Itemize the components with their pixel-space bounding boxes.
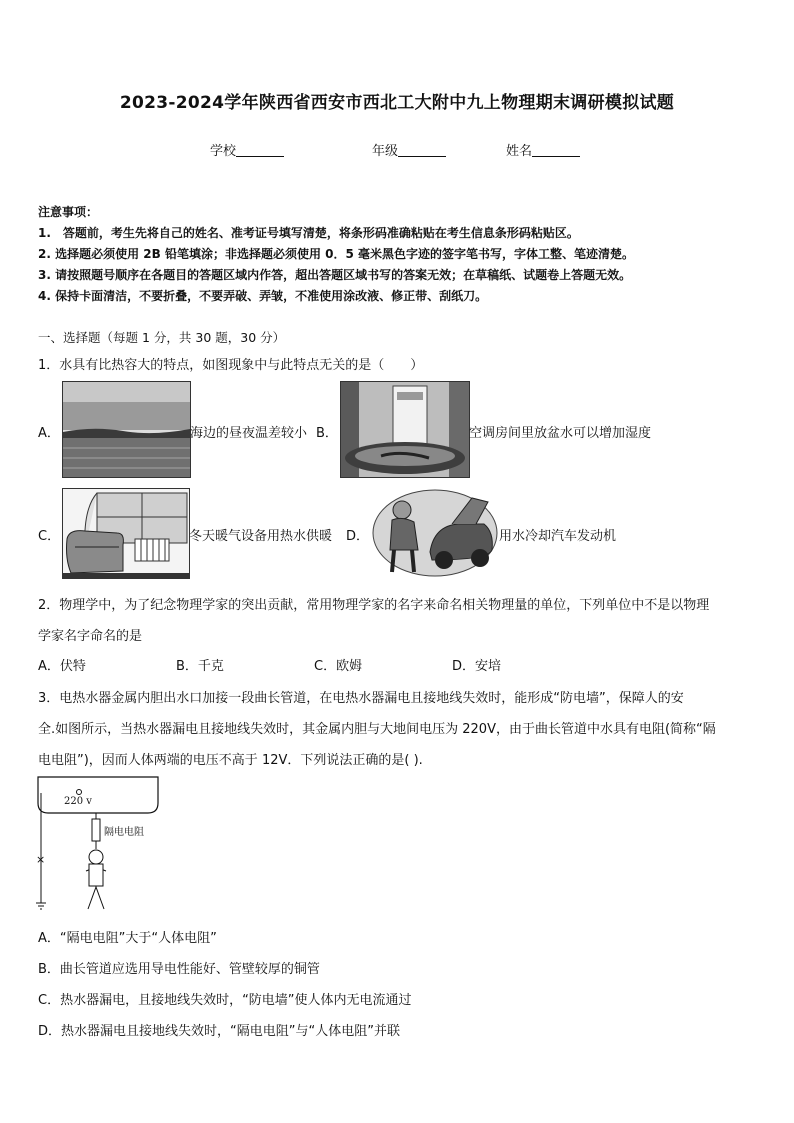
grade-label: 年级 <box>372 144 399 159</box>
question-3-stem: 全.如图所示，当热水器漏电且接地线失效时，其金属内胆与大地间电压为 220V，由于曲长管道中水具有电阻(简称“隔 <box>38 722 716 737</box>
q1-option-d-label[interactable]: D． <box>346 529 370 544</box>
radiator-room-sketch <box>62 488 190 579</box>
q1-option-b-label[interactable]: B． <box>316 426 338 441</box>
question-2-stem: 学家名字命名的是 <box>38 629 143 644</box>
note-item: 3. 请按照题号顺序在各题目的答题区域内作答，超出答题区域书写的答案无效；在草稿纸、试题卷上答题无效。 <box>38 268 632 282</box>
notes-heading: 注意事项： <box>38 205 99 219</box>
note-item: 1. 答题前，考生先将自己的姓名、准考证号填写清楚，将条形码准确粘贴在考生信息条形码粘贴区。 <box>38 226 579 240</box>
note-item: 4. 保持卡面清洁，不要折叠，不要弄破、弄皱，不准使用涂改液、修正带、刮纸刀。 <box>38 289 488 303</box>
car-engine-sketch <box>372 488 498 577</box>
q2-option-a[interactable]: A．伏特 <box>38 659 86 674</box>
name-blank[interactable] <box>532 143 580 157</box>
note-item: 2. 选择题必须使用 2B 铅笔填涂；非选择题必须使用 0．5 毫米黑色字迹的签字笔书写，字体工整、笔迹清楚。 <box>38 247 634 261</box>
q1-option-c-label[interactable]: C． <box>38 529 61 544</box>
q3-option-d[interactable]: D．热水器漏电且接地线失效时，“隔电电阻”与“人体电阻”并联 <box>38 1024 400 1039</box>
q2-option-d[interactable]: D．安培 <box>452 659 502 674</box>
resistor-label: 隔电电阻 <box>104 827 144 838</box>
question-2-stem: 2．物理学中，为了纪念物理学家的突出贡献，常用物理学家的名字来命名相关物理量的单位，下列单位中不是以物理 <box>38 598 710 613</box>
q1-option-a-text: 海边的昼夜温差较小 <box>190 426 308 441</box>
q1-option-a-label[interactable]: A． <box>38 426 60 441</box>
school-blank[interactable] <box>236 143 284 157</box>
question-3-stem: 电电阻”)，因而人体两端的电压不高于 12V．下列说法正确的是( ). <box>38 753 423 768</box>
name-label: 姓名 <box>506 144 533 159</box>
q3-option-b[interactable]: B．曲长管道应选用导电性能好、管壁较厚的铜管 <box>38 962 320 977</box>
name-field[interactable] <box>506 140 580 159</box>
question-1-stem: 1．水具有比热容大的特点，如图现象中与此特点无关的是（ ） <box>38 358 424 373</box>
question-3-stem: 3．电热水器金属内胆出水口加接一段曲长管道，在电热水器漏电且接地线失效时，能形成“防电墙”，保障人的安 <box>38 691 684 706</box>
school-field[interactable] <box>210 140 284 159</box>
q2-option-b[interactable]: B．千克 <box>176 659 224 674</box>
q2-option-c[interactable]: C．欧姆 <box>314 659 363 674</box>
q1-option-b-text: 空调房间里放盆水可以增加湿度 <box>469 426 652 441</box>
page-title: 2023-2024学年陕西省西安市西北工大附中九上物理期末调研模拟试题 <box>119 93 675 113</box>
ground-break-mark: × <box>36 853 46 866</box>
voltage-label: 220 v <box>64 796 92 807</box>
q3-option-c[interactable]: C．热水器漏电，且接地线失效时，“防电墙”使人体内无电流通过 <box>38 993 412 1008</box>
air-conditioner-room-photo <box>340 381 470 478</box>
grade-field[interactable] <box>372 140 446 159</box>
q3-option-a[interactable]: A．“隔电电阻”大于“人体电阻” <box>38 931 217 946</box>
seaside-photo <box>62 381 191 478</box>
water-heater-circuit-diagram <box>34 775 164 915</box>
section-heading: 一、选择题（每题 1 分，共 30 题，30 分） <box>38 330 286 345</box>
q1-option-c-text: 冬天暖气设备用热水供暖 <box>189 529 333 544</box>
school-label: 学校 <box>210 144 237 159</box>
q1-option-d-text: 用水冷却汽车发动机 <box>499 529 617 544</box>
grade-blank[interactable] <box>398 143 446 157</box>
